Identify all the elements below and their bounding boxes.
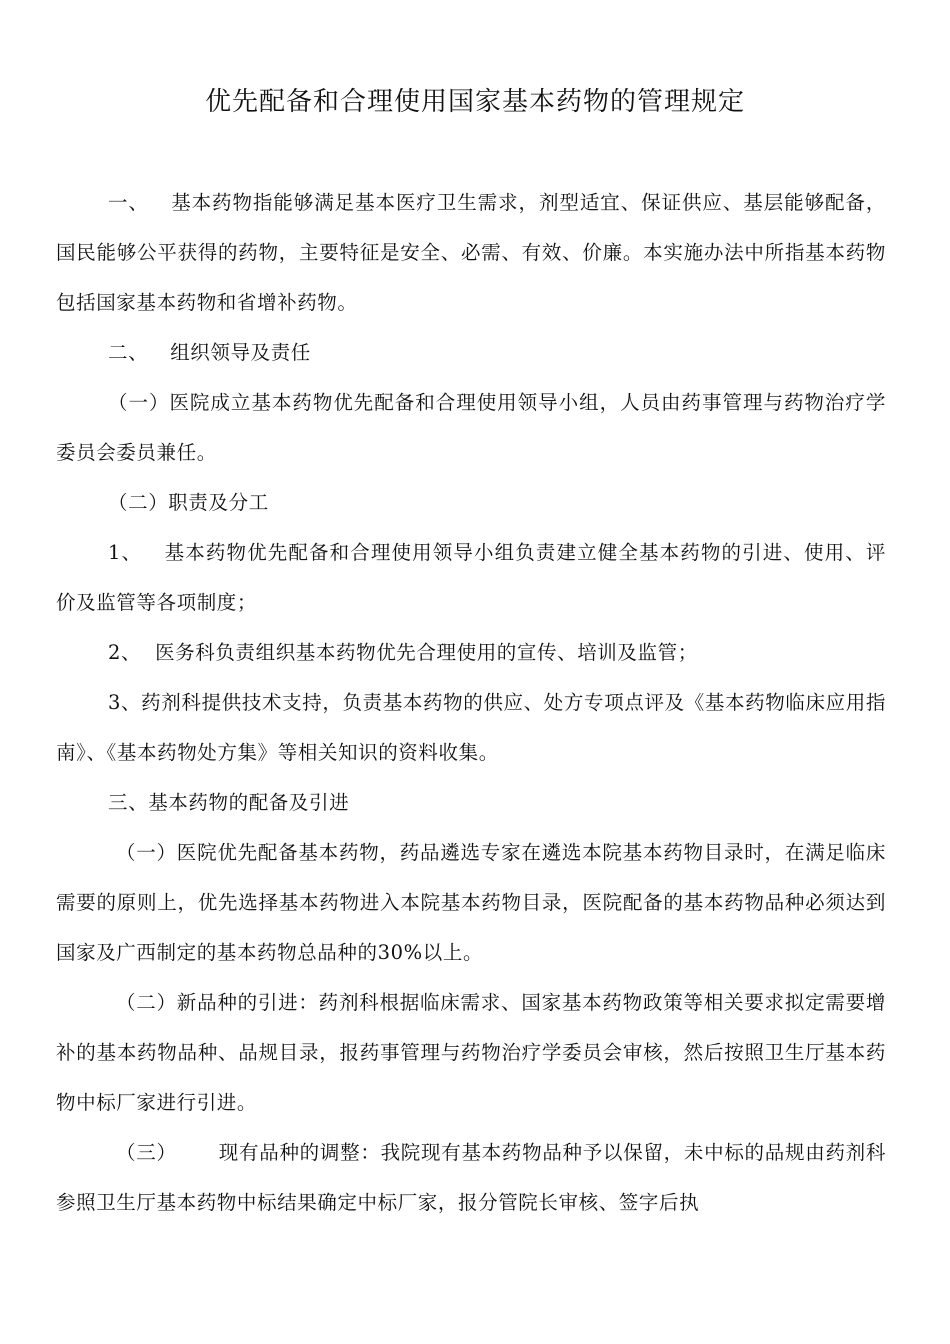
paragraph-7	[56, 678, 886, 778]
paragraph-4-text: （二）职责及分工	[108, 491, 269, 514]
paragraph-8	[56, 778, 886, 828]
paragraph-1-lead: 一、	[108, 191, 149, 214]
paragraph-9-text: （一）医院优先配备基本药物，药品遴选专家在遴选本院基本药物目录时，在满足临床需要的原则上，优先选择基本药物进入本院基本药物目录，医院配备的基本药物品种必须达到国家及广西制定的基本药物总品种的30%以上。	[56, 841, 886, 964]
paragraph-11-lead: （三）	[116, 1141, 177, 1164]
paragraph-5-lead: 1、	[108, 541, 143, 564]
paragraph-3	[56, 378, 886, 478]
paragraph-2	[56, 328, 886, 378]
paragraph-9	[56, 828, 886, 978]
paragraph-5-text: 基本药物优先配备和合理使用领导小组负责建立健全基本药物的引进、使用、评价及监管等各项制度；	[56, 541, 886, 614]
paragraph-11-text: 现有品种的调整：我院现有基本药物品种予以保留，未中标的品规由药剂科参照卫生厅基本药物中标结果确定中标厂家，报分管院长审核、签字后执	[56, 1141, 886, 1214]
paragraph-3-text: （一）医院成立基本药物优先配备和合理使用领导小组，人员由药事管理与药物治疗学委员会委员兼任。	[56, 391, 886, 464]
paragraph-5	[56, 528, 886, 628]
paragraph-7-text: 3、药剂科提供技术支持，负责基本药物的供应、处方专项点评及《基本药物临床应用指南》、《基本药物处方集》等相关知识的资料收集。	[56, 691, 886, 764]
paragraph-11	[56, 1128, 886, 1228]
paragraph-1-text: 基本药物指能够满足基本医疗卫生需求，剂型适宜、保证供应、基层能够配备，国民能够公平获得的药物，主要特征是安全、必需、有效、价廉。本实施办法中所指基本药物包括国家基本药物和省增补药物。	[56, 191, 886, 314]
paragraph-10	[56, 978, 886, 1128]
paragraph-4	[56, 478, 886, 528]
paragraph-6	[56, 628, 886, 678]
document-body	[56, 178, 886, 1228]
document-title: 优先配备和合理使用国家基本药物的管理规定	[204, 87, 745, 117]
paragraph-2-text: 组织领导及责任	[170, 341, 311, 364]
paragraph-8-text: 三、基本药物的配备及引进	[108, 791, 350, 814]
paragraph-6-text: 医务科负责组织基本药物优先合理使用的宣传、培训及监管；	[155, 641, 698, 664]
paragraph-6-lead: 2、	[108, 641, 142, 664]
paragraph-10-text: （二）新品种的引进：药剂科根据临床需求、国家基本药物政策等相关要求拟定需要增补的基本药物品种、品规目录，报药事管理与药物治疗学委员会审核，然后按照卫生厅基本药物中标厂家进行引进。	[56, 991, 886, 1114]
paragraph-1	[56, 178, 886, 328]
paragraph-2-lead: 二、	[108, 341, 149, 364]
